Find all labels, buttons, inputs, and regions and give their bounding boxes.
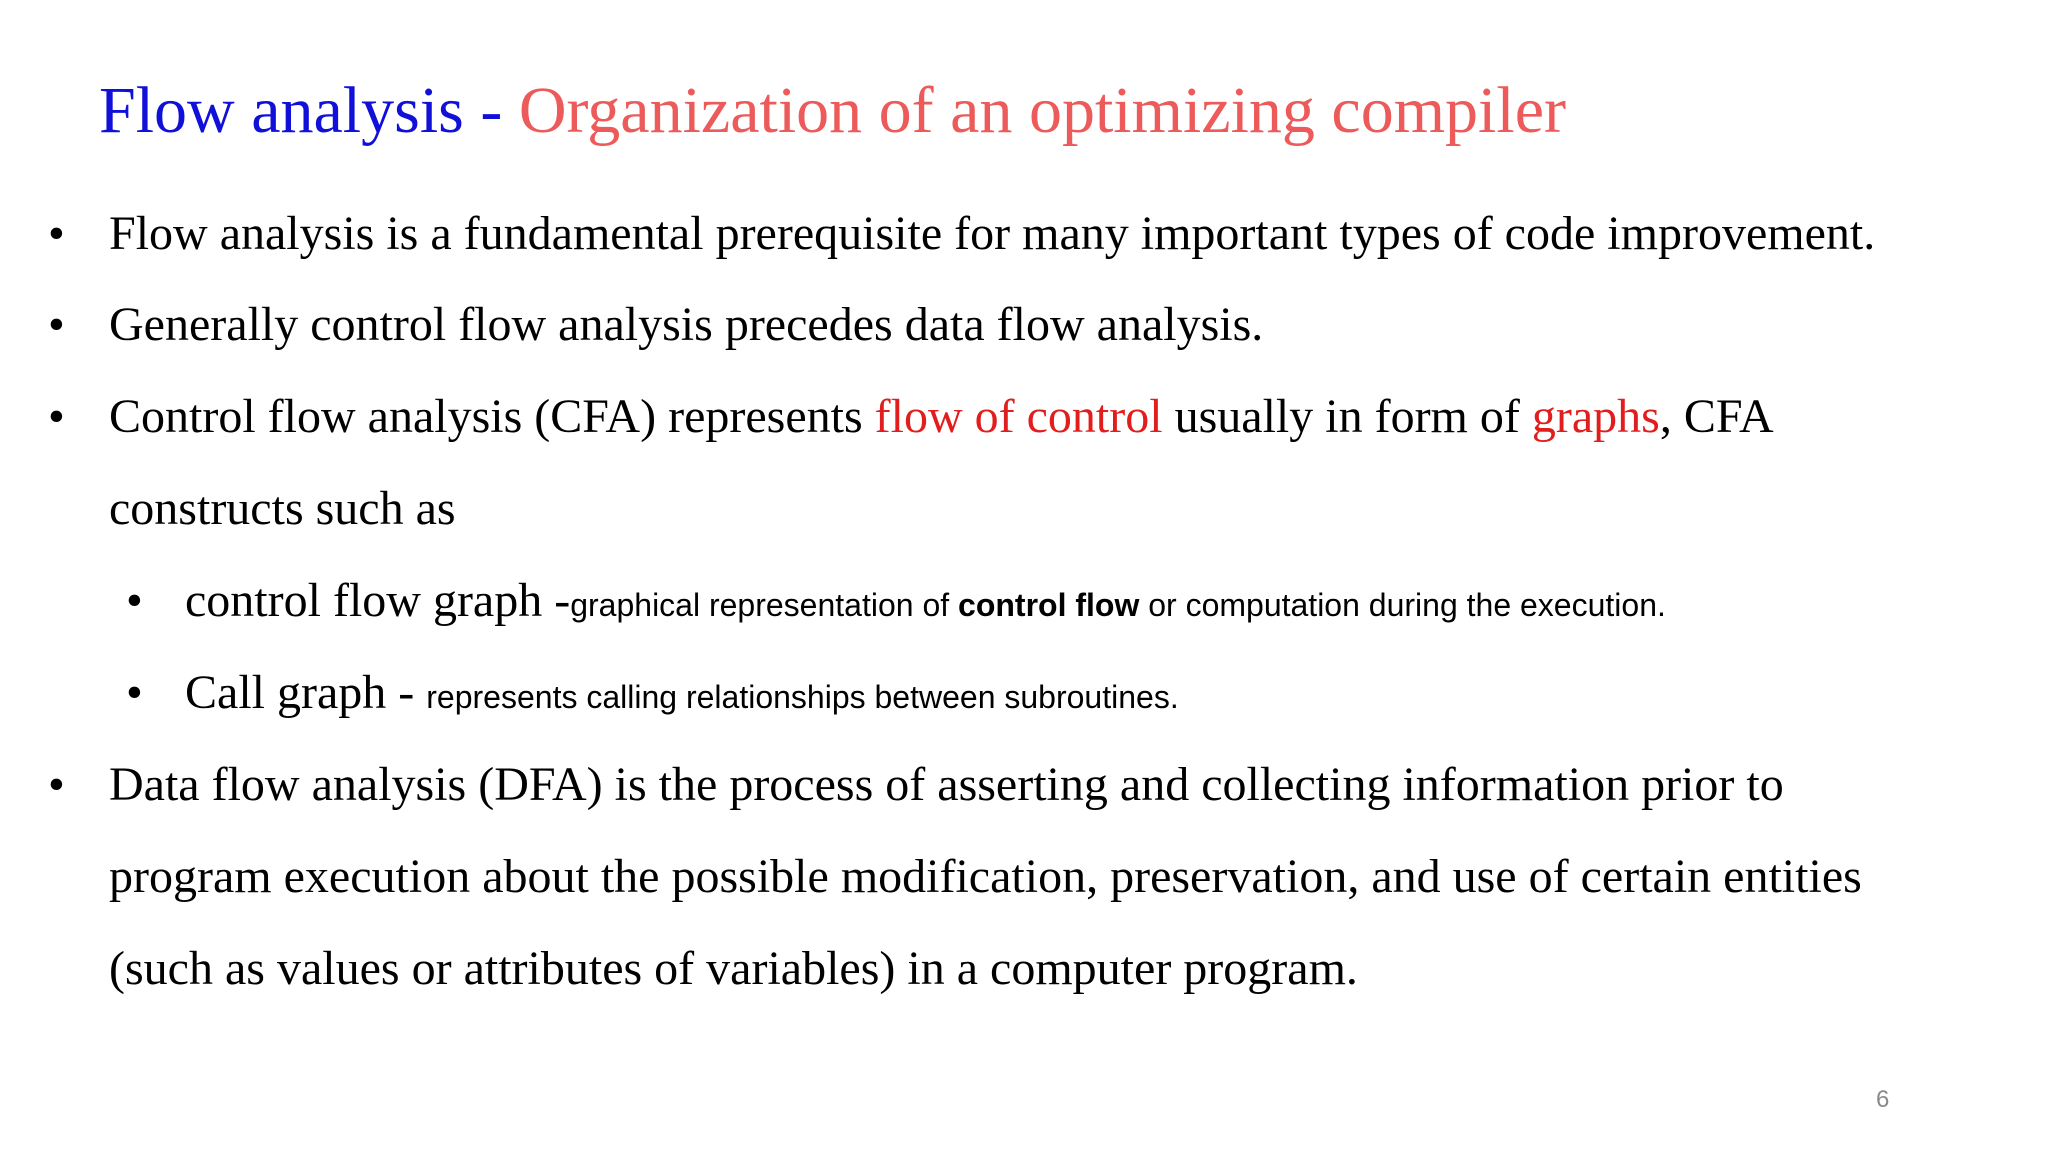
bullet-text: Flow analysis is a fundamental prerequisite for many important types of code improvement. [109,207,1876,260]
page-number: 6 [1876,1086,1890,1113]
definition-text: represents calling relationships between subroutines. [426,679,1179,715]
definition-text: or computation during the execution. [1139,587,1666,623]
highlight-graphs: graphs [1531,390,1660,443]
title-part-organization: Organization of an optimizing compiler [518,74,1566,147]
bullet-text-line-2: constructs such as [109,482,456,535]
sub-bullet-text [185,647,1179,743]
bullet-dot: • [48,758,65,811]
term-control-flow-graph: control flow graph - [185,574,571,627]
text-segment: , CFA [1659,390,1774,443]
bullet-dot: • [126,666,143,719]
bullet-dot: • [48,390,65,443]
bullet-dot: • [48,298,65,351]
text-segment: Control flow analysis (CFA) represents [109,390,875,443]
highlight-flow-of-control: flow of control [874,390,1163,443]
definition-bold-control-flow: control flow [958,587,1140,623]
bullet-text-line-1: Data flow analysis (DFA) is the process of asserting and collecting information prior to [109,758,1784,811]
bullet-dot: • [48,207,65,260]
bullet-text: Generally control flow analysis precedes data flow analysis. [109,298,1264,351]
sub-bullet-text [185,555,1666,651]
title-part-flow-analysis: Flow analysis - [99,74,503,147]
bullet-text-line-2: program execution about the possible modification, preservation, and use of certain entities [109,850,1862,903]
term-call-graph: Call graph - [185,666,427,719]
bullet-text-line-3: (such as values or attributes of variables) in a computer program. [109,942,1358,995]
text-segment: usually in form of [1162,390,1532,443]
bullet-text-line-1 [109,371,1774,463]
definition-text: graphical representation of [570,587,959,623]
bullet-dot: • [126,574,143,627]
